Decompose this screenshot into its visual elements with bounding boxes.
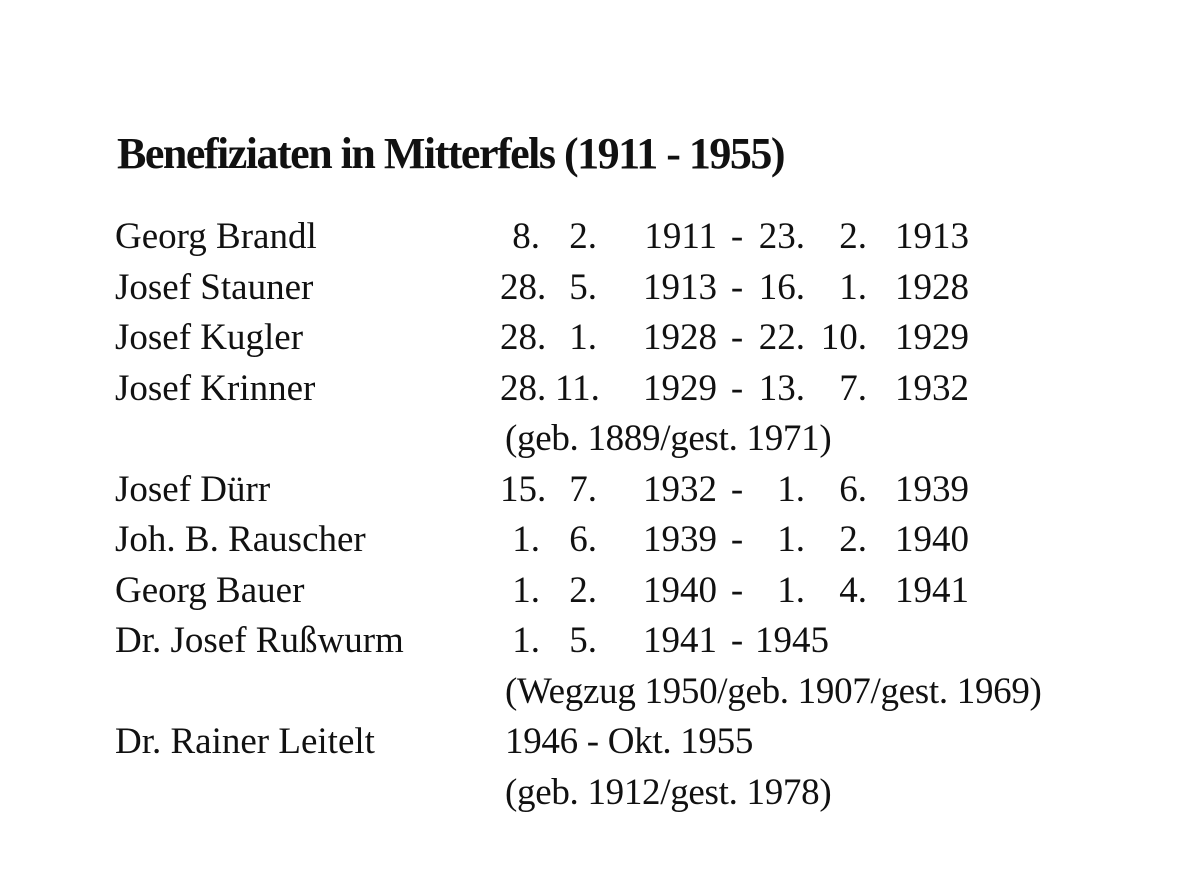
start-year: 1928 xyxy=(643,317,717,358)
end-year: 1945 xyxy=(755,620,829,661)
range-dash: - xyxy=(730,216,744,257)
person-name: Georg Bauer xyxy=(115,569,305,611)
start-year: 1940 xyxy=(643,569,717,611)
end-year: 1939 xyxy=(895,468,969,510)
date-range xyxy=(115,364,975,415)
start-month: 2. xyxy=(569,569,597,611)
date-range xyxy=(115,313,975,364)
start-day: 1. xyxy=(512,519,540,560)
date-range xyxy=(115,515,975,566)
person-name: Josef Kugler xyxy=(115,317,304,358)
date-range xyxy=(115,263,975,314)
start-day: 8. xyxy=(512,216,540,257)
end-month: 7. xyxy=(839,367,867,409)
start-year: 1932 xyxy=(643,468,717,510)
person-name: Dr. Josef Rußwurm xyxy=(115,620,404,661)
start-day: 28. xyxy=(500,266,547,308)
start-day: 28. xyxy=(500,367,547,409)
end-day: 1. xyxy=(777,519,805,560)
person-name: Josef Stauner xyxy=(115,266,314,308)
end-day: 16. xyxy=(758,266,805,308)
end-month: 1. xyxy=(839,266,867,308)
person-name: Josef Dürr xyxy=(115,468,271,510)
end-month: 2. xyxy=(839,216,867,257)
start-year: 1913 xyxy=(643,266,717,308)
list-item xyxy=(115,616,1155,717)
list-item xyxy=(115,263,1155,314)
end-year: 1913 xyxy=(895,216,969,257)
start-month: 11. xyxy=(555,367,600,409)
date-range xyxy=(115,465,975,516)
tenure-period: 1946 - Okt. 1955 xyxy=(505,721,754,762)
end-day: 1. xyxy=(777,569,805,611)
end-year: 1932 xyxy=(895,367,969,409)
range-dash: - xyxy=(730,468,744,510)
start-month: 7. xyxy=(569,468,597,510)
start-day: 28. xyxy=(500,317,547,358)
list-item xyxy=(115,212,1155,263)
end-day: 1. xyxy=(777,468,805,510)
person-name: Dr. Rainer Leitelt xyxy=(115,721,375,762)
range-dash: - xyxy=(730,620,744,661)
start-year: 1929 xyxy=(643,367,717,409)
end-month: 10. xyxy=(820,317,867,358)
person-name: Josef Krinner xyxy=(115,367,316,409)
benefiziaten-list xyxy=(115,212,1155,818)
person-name: Joh. B. Rauscher xyxy=(115,519,366,560)
start-day: 15. xyxy=(500,468,547,510)
end-year: 1929 xyxy=(895,317,969,358)
start-day: 1. xyxy=(512,569,540,611)
start-day: 1. xyxy=(512,620,540,661)
start-month: 6. xyxy=(569,519,597,560)
life-dates-note: (geb. 1912/gest. 1978) xyxy=(505,771,832,813)
list-item xyxy=(115,313,1155,364)
end-year: 1928 xyxy=(895,266,969,308)
end-month: 4. xyxy=(839,569,867,611)
start-year: 1941 xyxy=(643,620,717,661)
end-day: 23. xyxy=(758,216,805,257)
range-dash: - xyxy=(730,569,744,611)
range-dash: - xyxy=(730,317,744,358)
date-range xyxy=(115,616,975,667)
start-month: 1. xyxy=(569,317,597,358)
list-item xyxy=(115,515,1155,566)
date-range xyxy=(115,212,975,263)
start-month: 2. xyxy=(569,216,597,257)
life-dates-note: (geb. 1889/gest. 1971) xyxy=(505,418,832,459)
start-year: 1939 xyxy=(643,519,717,560)
end-year: 1941 xyxy=(895,569,969,611)
person-name: Georg Brandl xyxy=(115,216,317,257)
life-dates-note: (Wegzug 1950/geb. 1907/gest. 1969) xyxy=(505,670,1042,712)
list-item xyxy=(115,566,1155,617)
range-dash: - xyxy=(730,367,744,409)
date-range xyxy=(115,566,975,617)
list-item xyxy=(115,364,1155,465)
end-day: 13. xyxy=(758,367,805,409)
range-dash: - xyxy=(730,266,744,308)
end-day: 22. xyxy=(758,317,805,358)
start-month: 5. xyxy=(569,266,597,308)
start-year: 1911 xyxy=(644,216,717,257)
range-dash: - xyxy=(730,519,744,560)
list-item xyxy=(115,717,1155,818)
end-month: 6. xyxy=(839,468,867,510)
end-month: 2. xyxy=(839,519,867,560)
start-month: 5. xyxy=(569,620,597,661)
end-year: 1940 xyxy=(895,519,969,560)
list-item xyxy=(115,465,1155,516)
document-title: Benefiziaten in Mitterfels (1911 - 1955) xyxy=(117,129,785,178)
